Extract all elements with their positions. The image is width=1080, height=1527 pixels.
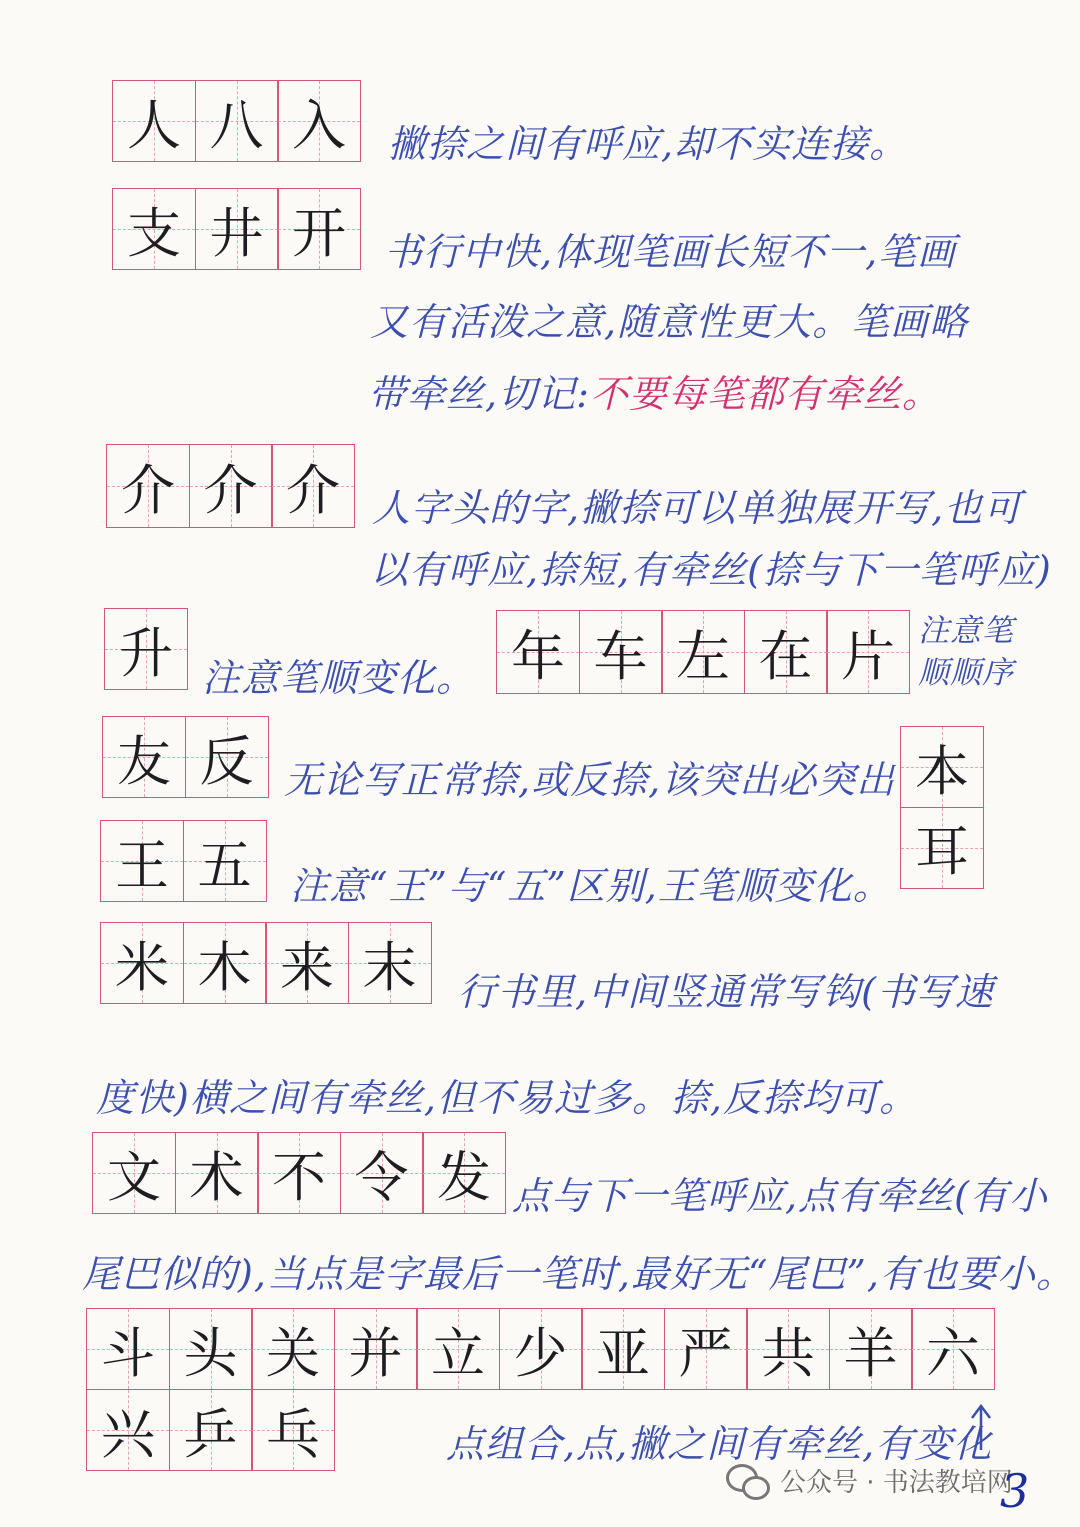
char-cell: 开 [277, 188, 361, 270]
char-cell: 井 [195, 188, 279, 270]
char-grid-row4-right [496, 610, 910, 694]
note-row4-left: 注意笔顺变化。 [202, 656, 476, 700]
char-cell: 斗 [86, 1308, 170, 1390]
char-cell: 人 [112, 80, 196, 162]
char-cell: 末 [348, 922, 432, 1004]
char-cell: 共 [746, 1308, 830, 1390]
note-row8-line2: 尾巴似的),当点是字最后一笔时,最好无“尾巴”,有也要小。 [82, 1252, 1075, 1296]
char-cell: 亚 [581, 1308, 665, 1390]
char-grid-row2 [112, 188, 361, 270]
char-grid-side [900, 726, 984, 889]
note-row4-right-line1: 注意笔 [918, 613, 1014, 649]
char-cell: 头 [169, 1308, 253, 1390]
char-cell: 六 [911, 1308, 995, 1390]
char-cell: 令 [340, 1132, 424, 1214]
char-grid-row3 [106, 444, 355, 528]
note-row3-line2: 以有呼应,捺短,有牵丝(捺与下一笔呼应) [370, 548, 1052, 592]
char-cell: 八 [195, 80, 279, 162]
char-grid-row7 [100, 922, 432, 1004]
char-grid-row9-line2 [86, 1389, 335, 1471]
char-cell: 在 [744, 610, 828, 694]
note-row6: 注意“王”与“五”区别,王笔顺变化。 [290, 864, 892, 908]
char-cell: 反 [185, 716, 269, 798]
char-cell: 支 [112, 188, 196, 270]
char-cell: 片 [826, 610, 910, 694]
note-row3-line1: 人字头的字,撇捺可以单独展开写,也可 [372, 486, 1023, 530]
char-cell: 严 [664, 1308, 748, 1390]
char-cell: 并 [334, 1308, 418, 1390]
watermark-text: 公众号 · 书法教培网 [780, 1468, 1013, 1498]
wechat-icon [726, 1464, 770, 1498]
emphasis-text: 不要每笔都有牵丝。 [589, 372, 941, 416]
char-cell: 少 [499, 1308, 583, 1390]
char-cell: 文 [92, 1132, 176, 1214]
char-cell: 不 [257, 1132, 341, 1214]
note-row5: 无论写正常捺,或反捺,该突出必突出 [284, 758, 896, 802]
char-cell: 乒 [169, 1389, 253, 1471]
char-cell: 介 [189, 444, 273, 528]
page-number: 3 [1000, 1464, 1030, 1518]
char-cell: 介 [271, 444, 355, 528]
note-row2-line3 [368, 364, 941, 425]
char-cell: 木 [183, 922, 267, 1004]
char-cell: 耳 [900, 807, 984, 889]
char-cell: 入 [277, 80, 361, 162]
char-cell: 羊 [829, 1308, 913, 1390]
char-grid-row5 [102, 716, 269, 798]
char-cell: 左 [661, 610, 745, 694]
char-cell: 关 [251, 1308, 335, 1390]
note-row2-line3a: 带牵丝,切记: [368, 372, 590, 416]
note-row9: 点组合,点,撇之间有牵丝,有变化 [446, 1422, 993, 1466]
char-cell: 兴 [86, 1389, 170, 1471]
char-cell: 五 [183, 820, 267, 902]
char-cell: 乓 [251, 1389, 335, 1471]
char-cell: 米 [100, 922, 184, 1004]
char-cell: 王 [100, 820, 184, 902]
char-grid-row4-left [104, 608, 188, 690]
note-row7-line2: 度快)横之间有牵丝,但不易过多。捺,反捺均可。 [96, 1076, 918, 1120]
char-cell: 本 [900, 726, 984, 808]
note-row8-line1: 点与下一笔呼应,点有牵丝(有小 [512, 1174, 1048, 1218]
char-cell: 来 [265, 922, 349, 1004]
char-grid-row1 [112, 80, 361, 162]
char-cell: 发 [422, 1132, 506, 1214]
char-cell: 升 [104, 608, 188, 690]
note-row1: 撇捺之间有呼应,却不实连接。 [388, 122, 909, 166]
char-cell: 术 [175, 1132, 259, 1214]
char-grid-row9-line1 [86, 1308, 995, 1390]
char-cell: 立 [416, 1308, 500, 1390]
char-cell: 介 [106, 444, 190, 528]
watermark [726, 1462, 1013, 1499]
note-row4-right-line2: 顺顺序 [918, 655, 1014, 691]
char-cell: 友 [102, 716, 186, 798]
char-grid-row6 [100, 820, 267, 902]
char-cell: 车 [579, 610, 663, 694]
note-row7-line1: 行书里,中间竖通常写钩(书写速 [458, 970, 994, 1014]
note-row2-line2: 又有活泼之意,随意性更大。笔画略 [370, 300, 969, 344]
char-grid-row8 [92, 1132, 506, 1214]
char-cell: 年 [496, 610, 580, 694]
note-row2-line1: 书行中快,体现笔画长短不一,笔画 [384, 230, 957, 274]
